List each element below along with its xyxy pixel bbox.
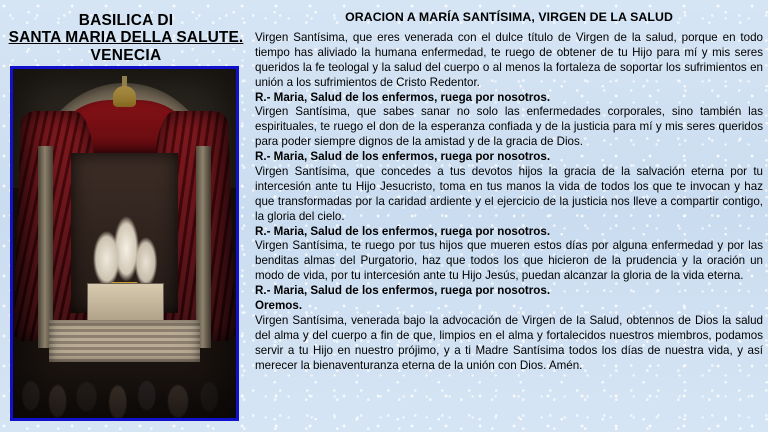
- altar-steps: [49, 320, 201, 362]
- left-column: [6, 6, 246, 426]
- photo-content: [13, 69, 236, 418]
- basilica-interior-photo: [10, 66, 239, 421]
- prayer-paragraph: Virgen Santísima, que eres venerada con el dulce título de Virgen de la salud, porque en todo tiempo has aliviado la humana enfermedad, te ruego de obtener de tu Hijo para mí y mis seres queridos la fe teologal y la salud del cuerpo o al menos la fortaleza de soportar los sufrimientos en unión a los sufrimientos de Cristo Redentor.: [255, 31, 763, 89]
- prayer-paragraph: Virgen Santísima, que sabes sanar no solo las enfermedades corporales, sino también las espirituales, te ruego el don de la esperanza confiada y de la justicia para mí y mis seres queridos para poder siempre dignos de la amistad y de la gracia de Dios.: [255, 105, 763, 149]
- basilica-title-line-2: SANTA MARIA DELLA SALUTE.: [8, 29, 244, 47]
- prayer-response-line: R.- Maria, Salud de los enfermos, ruega por nosotros.: [255, 90, 551, 104]
- prayer-body: [255, 31, 763, 373]
- prayer-response-line: R.- Maria, Salud de los enfermos, ruega por nosotros.: [255, 224, 551, 238]
- basilica-title: [6, 6, 246, 64]
- crowd-silhouettes: [13, 362, 236, 418]
- prayer-response-line: R.- Maria, Salud de los enfermos, ruega por nosotros.: [255, 150, 551, 164]
- prayer-paragraph: Virgen Santísima, que concedes a tus devotos hijos la gracia de la salvación eterna por tu intercesión ante tu Hijo Jesucristo, toma en tus manos la vida de todos los que te invocan y haz que transformadas por la caridad ardiente y el ejercicio de la justicia nos lleve a compartir contigo, la gloria del cielo.: [255, 165, 763, 223]
- basilica-title-line-1: BASILICA DI: [78, 12, 174, 29]
- canopy-crown-icon: [113, 86, 135, 107]
- column-right: [196, 146, 212, 348]
- prayer-paragraph: Virgen Santísima, venerada bajo la advocación de Virgen de la Salud, obtennos de Dios la salud del alma y del cuerpo a fin de que, limpios en el alma y fortalecidos nuestros miembros, podamos servir a tu Hijo en nuestro prójimo, y a ti Madre Santísima todos los días de nuestra vida, y así merecer la bienaventuranza eterna de la unión con Dios. Amén.: [255, 313, 763, 372]
- marble-statue-group: [80, 209, 169, 293]
- prayer-response-line: R.- Maria, Salud de los enfermos, ruega por nosotros.: [255, 284, 551, 298]
- basilica-title-line-3: VENECIA: [90, 46, 162, 64]
- prayer-title: ORACION A MARÍA SANTÍSIMA, VIRGEN DE LA SALUD: [345, 10, 673, 24]
- right-column: [255, 8, 763, 426]
- column-left: [38, 146, 54, 348]
- prayer-oremos-line: Oremos.: [255, 299, 303, 313]
- prayer-paragraph: Virgen Santísima, te ruego por tus hijos que mueren estos días por alguna enfermedad y por las benditas almas del Purgatorio, haz que todos los que hicieron de la prudencia y la oración un modo de vida, por tu intercesión ante tu Hijo Jesús, puedan alcanzar la gloria de la vida eterna.: [255, 239, 763, 283]
